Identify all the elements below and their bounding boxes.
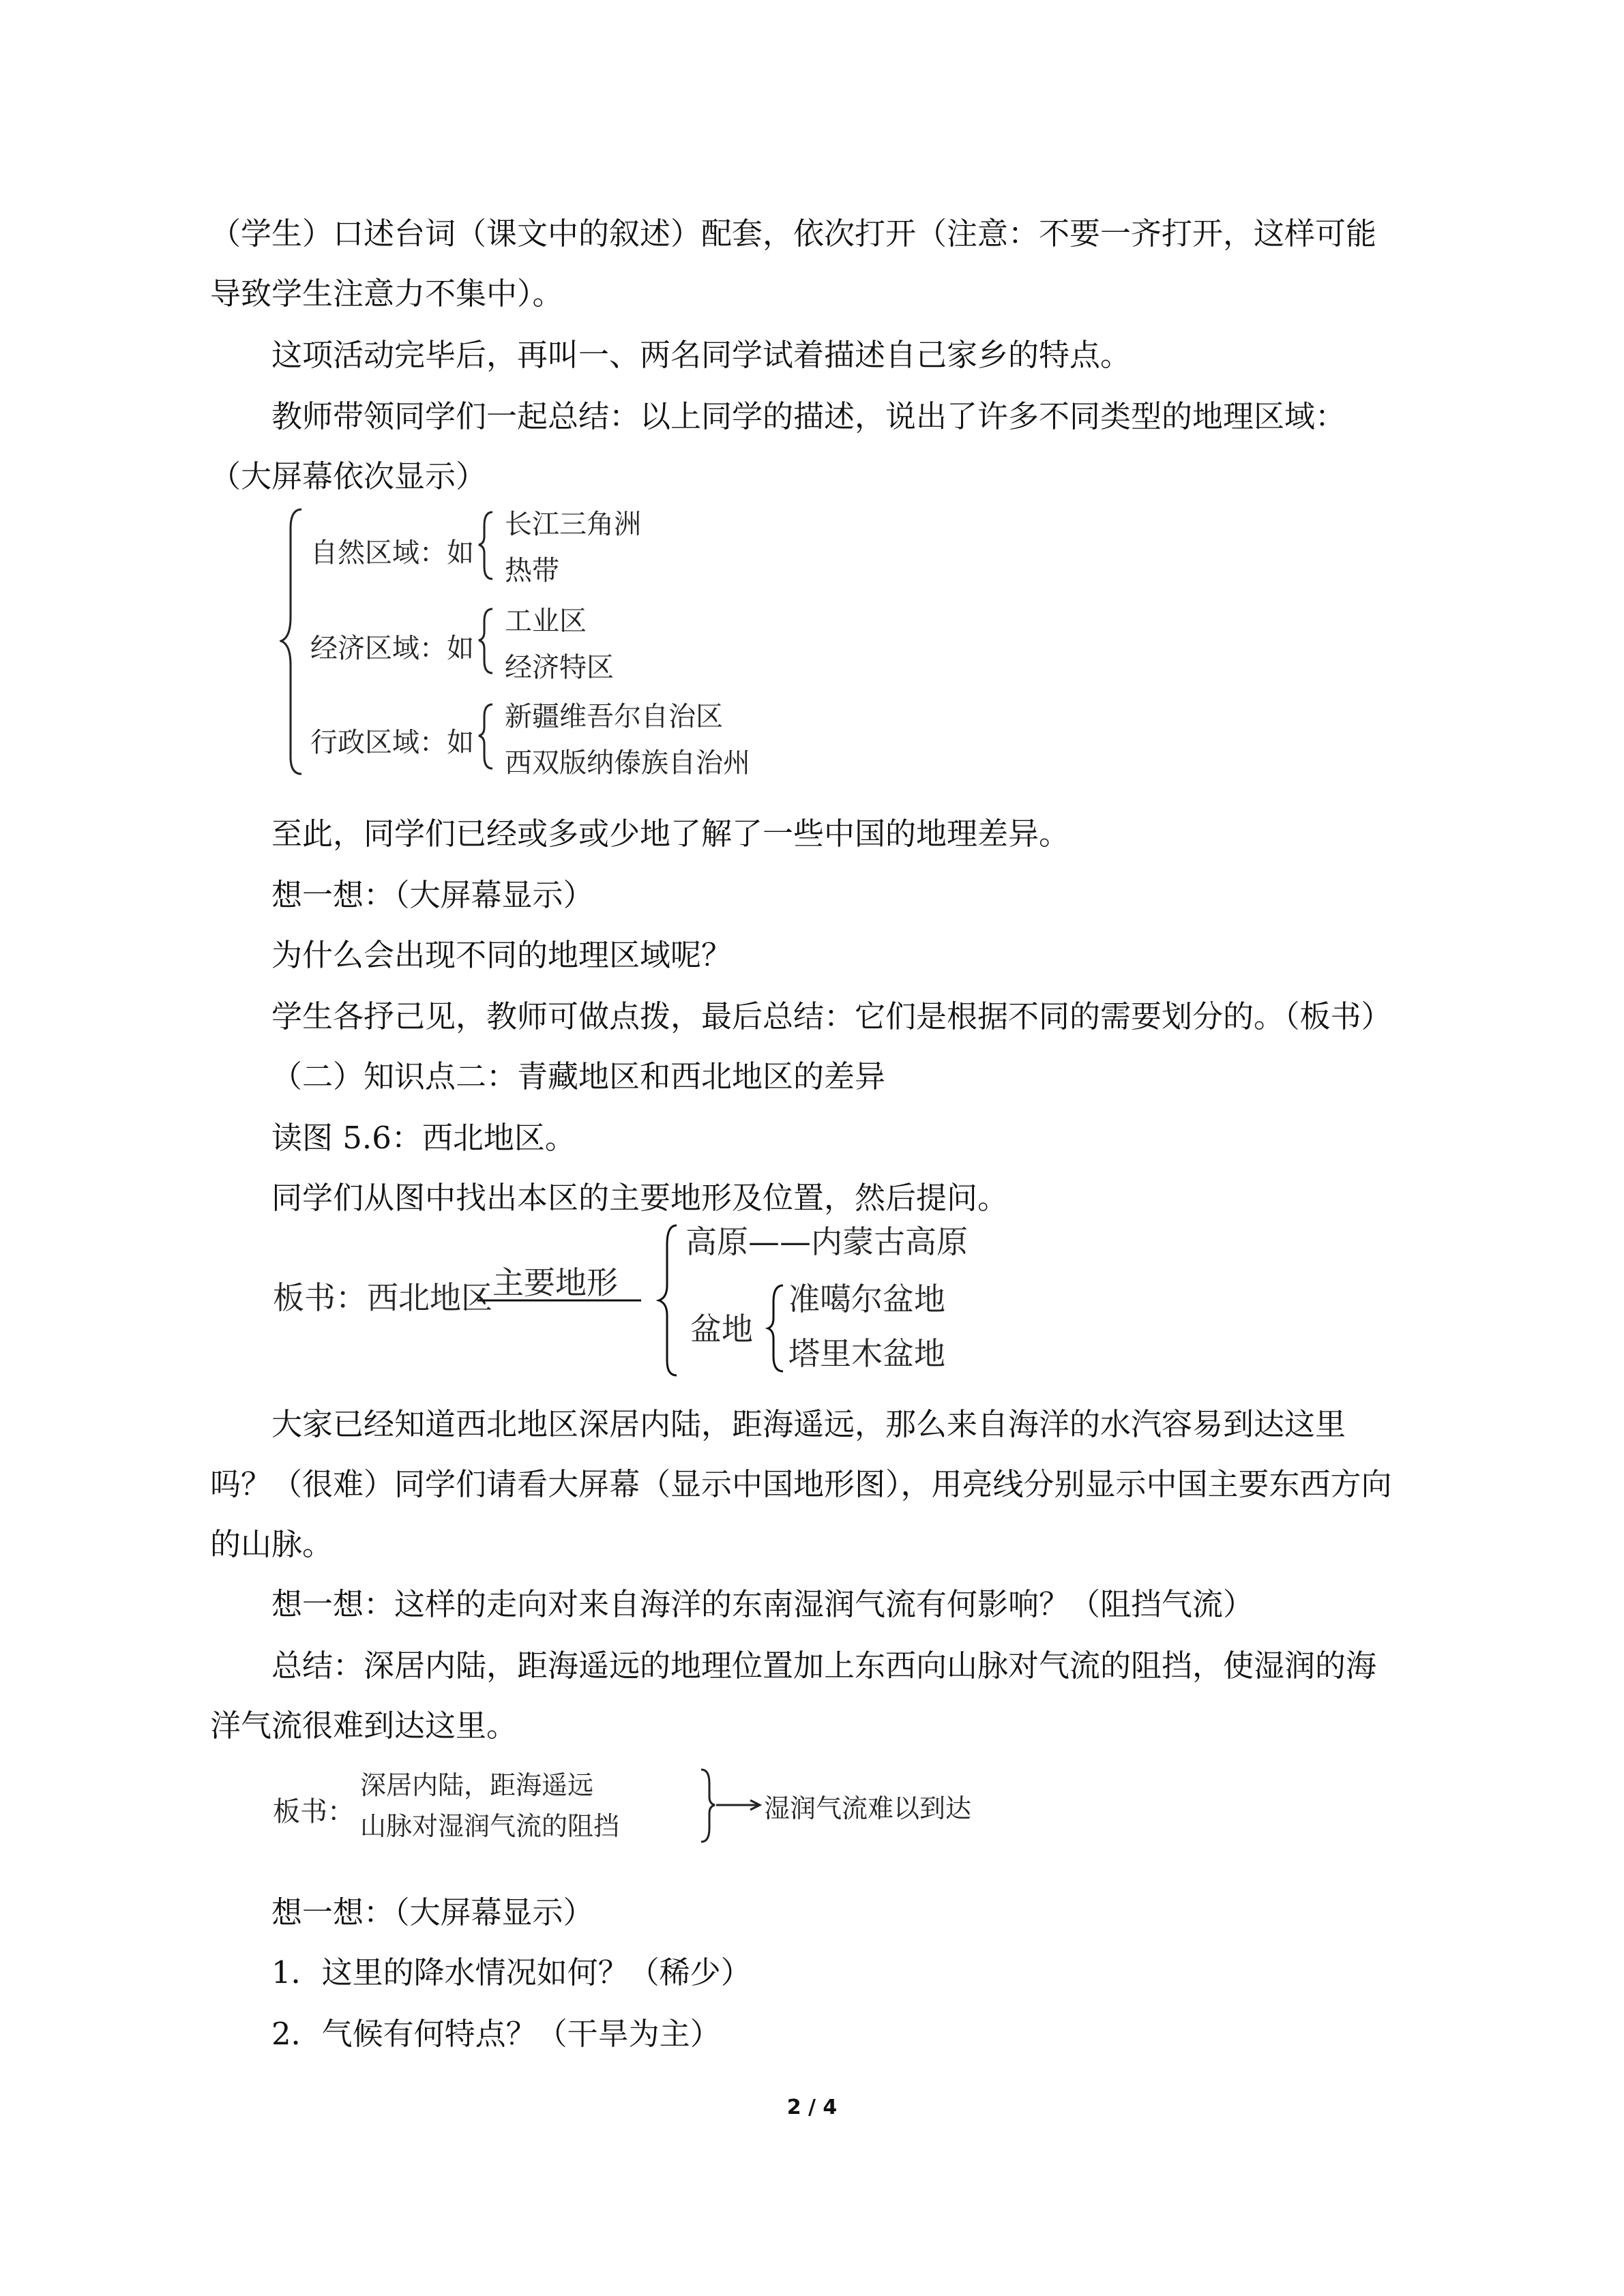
paragraph: 想一想：这样的走向对来自海洋的东南湿润气流有何影响？（阻挡气流） [271, 1586, 1254, 1622]
paragraph: 想一想：（大屏幕显示） [271, 1894, 594, 1930]
paragraph: 读图 5.6：西北地区。 [271, 1120, 576, 1156]
region-types-diagram [280, 501, 812, 781]
northwest-landform-diagram [273, 1217, 1057, 1381]
paragraph: 同学们从图中找出本区的主要地形及位置，然后提问。 [271, 1180, 1009, 1216]
paragraph: 教师带领同学们一起总结：以上同学的描述，说出了许多不同类型的地理区域： [271, 398, 1346, 434]
paragraph: （学生）口述台词（课文中的叙述）配套，依次打开（注意：不要一齐打开，这样可能 [210, 215, 1377, 252]
region-group-label: 行政区域：如 [310, 727, 474, 758]
basin-item: 准噶尔盆地 [788, 1281, 945, 1317]
region-item: 工业区 [505, 606, 587, 637]
airflow-diagram [273, 1763, 1057, 1851]
paragraph: 至此，同学们已经或多或少地了解了一些中国的地理差异。 [271, 816, 1070, 852]
region-item: 新疆维吾尔自治区 [505, 701, 723, 732]
paragraph: （大屏幕依次显示） [210, 458, 487, 494]
paragraph: 总结：深居内陆，距海遥远的地理位置加上东西向山脉对气流的阻挡，使湿润的海 [271, 1648, 1377, 1684]
region-item: 经济特区 [505, 652, 614, 683]
region-item: 长江三角洲 [505, 509, 641, 540]
region-group-label: 自然区域：如 [310, 537, 474, 569]
cause-item: 深居内陆，距海遥远 [360, 1770, 594, 1800]
paragraph: 学生各抒己见，教师可做点拨，最后总结：它们是根据不同的需要划分的。（板书） [271, 998, 1392, 1034]
paragraph: 吗？（很难）同学们请看大屏幕（显示中国地形图），用亮线分别显示中国主要东西方向 [210, 1466, 1392, 1502]
airflow-result: 湿润气流难以到达 [764, 1793, 972, 1823]
paragraph: 2．气候有何特点？（干旱为主） [271, 2016, 721, 2052]
paragraph: 1．这里的降水情况如何？（稀少） [271, 1954, 752, 1991]
basin-label: 盆地 [690, 1311, 753, 1347]
paragraph: 的山脉。 [210, 1526, 334, 1562]
paragraph: 这项活动完毕后，再叫一、两名同学试着描述自己家乡的特点。 [271, 337, 1132, 373]
paragraph: 为什么会出现不同的地理区域呢？ [271, 937, 733, 973]
paragraph: 想一想：（大屏幕显示） [271, 877, 594, 913]
basin-item: 塔里木盆地 [788, 1335, 945, 1372]
paragraph: 导致学生注意力不集中）。 [210, 275, 563, 312]
cause-item: 山脉对湿润气流的阻挡 [360, 1811, 620, 1841]
region-item: 西双版纳傣族自治州 [505, 747, 750, 779]
region-item: 热带 [505, 555, 559, 586]
page-number: 2 / 4 [786, 2096, 838, 2119]
landform-connector: 主要地形 [492, 1264, 618, 1301]
paragraph: 洋气流很难到达这里。 [210, 1708, 518, 1744]
plateau-label: 高原——内蒙古高原 [685, 1223, 968, 1260]
paragraph: 大家已经知道西北地区深居内陆，距海遥远，那么来自海洋的水汽容易到达这里 [271, 1406, 1346, 1442]
region-group-label: 经济区域：如 [310, 633, 474, 664]
board-prefix: 板书： [273, 1796, 355, 1828]
paragraph: （二）知识点二：青藏地区和西北地区的差异 [271, 1058, 886, 1094]
board-prefix: 板书：西北地区 [273, 1279, 492, 1316]
